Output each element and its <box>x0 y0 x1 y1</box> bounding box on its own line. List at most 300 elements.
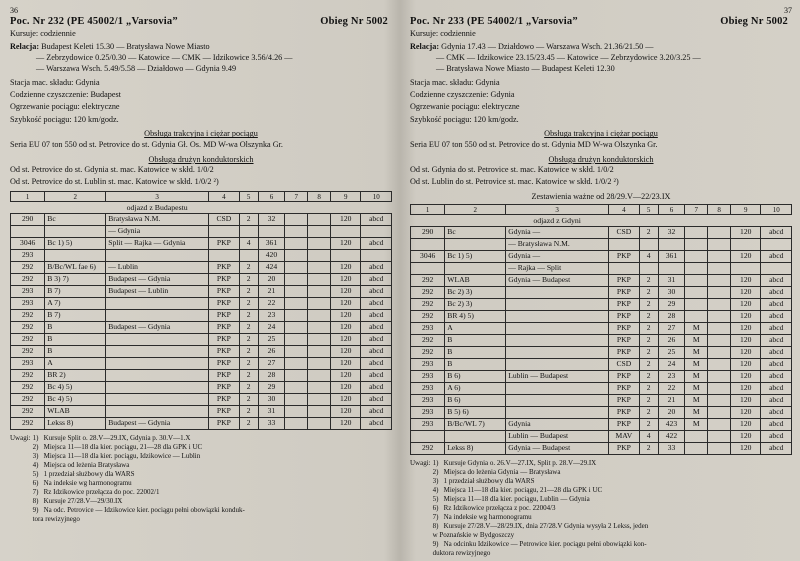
cell-c5: 2 <box>639 227 658 239</box>
cell-c2: B <box>445 359 506 371</box>
cell-c1: 292 <box>411 299 445 311</box>
colnum-1-right: 1 <box>411 205 445 215</box>
colnum-5-left: 5 <box>239 192 258 202</box>
cell-c8 <box>708 419 731 431</box>
note-text: w Poznańskie w Bydgoszczy <box>432 530 515 539</box>
column-number-row-right <box>411 205 792 215</box>
relation-block-right <box>410 41 792 74</box>
note-number: 9) <box>432 539 439 548</box>
crew-title-left: Obsługa drużyn konduktorskich <box>148 154 254 164</box>
cell-c7 <box>285 370 308 382</box>
colnum-9-right: 9 <box>731 205 761 215</box>
cell-c8 <box>708 395 731 407</box>
cell-c3: Budapest — Gdynia <box>106 418 209 430</box>
relation-line-2-left: — Warszawa Wsch. 5.49/5.58 — Działdowo — Gdynia 9.49 <box>36 64 237 74</box>
cell-c9: 120 <box>331 214 361 226</box>
cell-c2: B <box>445 347 506 359</box>
cell-c5: 2 <box>239 334 258 346</box>
table-row <box>411 407 792 419</box>
cell-c4: PKP <box>209 418 239 430</box>
note-number: 8) <box>432 521 439 530</box>
note-text: Miejsca do leżenia Gdynia — Bratysława <box>443 468 561 477</box>
cell-c4 <box>209 226 239 238</box>
cell-c7 <box>285 310 308 322</box>
cell-c2: B <box>445 335 506 347</box>
cell-c4 <box>609 239 639 251</box>
stock-line-2-left: Szybkość pociągu: 120 km/godz. <box>10 114 119 124</box>
cell-c8 <box>708 359 731 371</box>
cell-c1: 292 <box>411 311 445 323</box>
note-item <box>33 434 245 443</box>
cell-c2 <box>445 263 506 275</box>
notes-left <box>10 434 392 524</box>
cell-c7 <box>285 226 308 238</box>
cell-c5: 2 <box>239 382 258 394</box>
note-item <box>33 515 245 524</box>
cell-c3: — Lublin <box>106 262 209 274</box>
cell-c6: 21 <box>258 286 285 298</box>
cell-c5: 2 <box>239 394 258 406</box>
cell-c8 <box>308 262 331 274</box>
cell-c2: B 6) <box>445 371 506 383</box>
cell-c1: 293 <box>11 298 45 310</box>
cell-c1: 293 <box>11 250 45 262</box>
cell-c2: B 7) <box>45 286 106 298</box>
cell-c3 <box>506 407 609 419</box>
cell-c3 <box>106 370 209 382</box>
cell-c1: 293 <box>411 323 445 335</box>
cell-c1: 292 <box>11 262 45 274</box>
note-text: Miejsca 11—18 dla kier. pociągu, Lublin — Gdynia <box>443 495 590 504</box>
note-number: 3) <box>32 452 39 461</box>
table-row <box>11 286 392 298</box>
note-number: 6) <box>432 504 439 513</box>
cell-c1: 293 <box>411 383 445 395</box>
cell-c8 <box>308 358 331 370</box>
cell-c8 <box>308 250 331 262</box>
cell-c7 <box>685 311 708 323</box>
cell-c2: B <box>45 334 106 346</box>
cell-c6: 27 <box>258 358 285 370</box>
cell-c9: 120 <box>731 323 761 335</box>
note-text: tora rewizyjnego <box>32 514 80 523</box>
cell-c5: 2 <box>639 359 658 371</box>
cell-c7 <box>285 238 308 250</box>
cell-c9: 120 <box>331 406 361 418</box>
note-number: 3) <box>432 477 439 486</box>
cell-c10: abcd <box>361 298 392 310</box>
relation-label-right: Relacja: <box>410 42 440 52</box>
cell-c1: 292 <box>11 406 45 418</box>
cell-c1: 292 <box>11 394 45 406</box>
note-number: 2) <box>432 468 439 477</box>
note-number: 4) <box>32 461 39 470</box>
note-item <box>433 468 649 477</box>
cell-c6: 361 <box>258 238 285 250</box>
cell-c7 <box>285 346 308 358</box>
cell-c3 <box>506 335 609 347</box>
table-row <box>411 347 792 359</box>
cell-c10: abcd <box>761 407 792 419</box>
cell-c1: 292 <box>411 275 445 287</box>
cell-c7 <box>685 431 708 443</box>
cell-c4: PKP <box>609 299 639 311</box>
cell-c9: 120 <box>731 407 761 419</box>
cell-c5: 2 <box>239 310 258 322</box>
colnum-4-right: 4 <box>609 205 639 215</box>
colnum-8-right: 8 <box>708 205 731 215</box>
note-text: Miejsca od leżenia Bratysława <box>43 461 130 470</box>
table-row <box>411 371 792 383</box>
cell-c8 <box>308 382 331 394</box>
cell-c10: abcd <box>361 394 392 406</box>
cell-c9: 120 <box>731 443 761 455</box>
table-row <box>411 419 792 431</box>
note-number: 6) <box>32 479 39 488</box>
cell-c6: 361 <box>658 251 685 263</box>
cell-c9: 120 <box>731 395 761 407</box>
cell-c7: M <box>685 323 708 335</box>
cell-c1: 3046 <box>11 238 45 250</box>
cell-c3: Gdynia — Budapest <box>506 275 609 287</box>
cell-c4: PKP <box>209 298 239 310</box>
colnum-2-left: 2 <box>45 192 106 202</box>
cell-c7 <box>285 418 308 430</box>
cell-c10: abcd <box>361 382 392 394</box>
table-row <box>11 322 392 334</box>
cell-c8 <box>708 227 731 239</box>
stock-line-0-left: Codzienne czyszczenie: Budapest <box>10 89 121 99</box>
note-item <box>433 531 649 540</box>
note-item <box>33 443 245 452</box>
cell-c7 <box>285 394 308 406</box>
cell-c10: abcd <box>361 346 392 358</box>
relation-label-left: Relacja: <box>10 42 40 52</box>
cell-c3 <box>506 359 609 371</box>
cell-c10 <box>361 226 392 238</box>
cell-c3: — Rajka — Split <box>506 263 609 275</box>
cell-c1: 293 <box>411 407 445 419</box>
cell-c4: CSD <box>209 214 239 226</box>
cell-c7 <box>285 286 308 298</box>
cell-c1 <box>411 239 445 251</box>
cell-c10: abcd <box>761 311 792 323</box>
cell-c7 <box>685 239 708 251</box>
cell-c2: B <box>45 322 106 334</box>
column-number-row-left <box>11 192 392 202</box>
cell-c3 <box>106 334 209 346</box>
cell-c10: abcd <box>761 347 792 359</box>
table-row <box>11 346 392 358</box>
cell-c6: 24 <box>258 322 285 334</box>
cell-c5 <box>639 239 658 251</box>
cell-c6 <box>658 239 685 251</box>
note-item <box>33 488 245 497</box>
cell-c5: 2 <box>239 262 258 274</box>
cell-c8 <box>308 346 331 358</box>
cell-c4: PKP <box>609 323 639 335</box>
cell-c8 <box>708 347 731 359</box>
colnum-9-left: 9 <box>331 192 361 202</box>
cell-c5: 2 <box>239 418 258 430</box>
cell-c3: Gdynia — <box>506 251 609 263</box>
stock-title-left: Stacja mac. składu: Gdynia <box>10 77 100 87</box>
cell-c7 <box>685 227 708 239</box>
cell-c2: B/Bc/WL fae 6) <box>45 262 106 274</box>
note-number: 7) <box>32 488 39 497</box>
cell-c6 <box>258 226 285 238</box>
cell-c7: M <box>685 371 708 383</box>
cell-c7 <box>285 358 308 370</box>
cell-c1: 292 <box>411 443 445 455</box>
cell-c3 <box>506 311 609 323</box>
cell-c8 <box>308 370 331 382</box>
train-header-right <box>410 16 792 27</box>
cell-c3 <box>506 323 609 335</box>
table-row <box>411 227 792 239</box>
cell-c2: B 5) 6) <box>445 407 506 419</box>
cell-c1: 292 <box>411 335 445 347</box>
train-title-left: Poc. Nr 232 (PE 45002/1 „Varsovia” <box>10 16 178 27</box>
colnum-7-left: 7 <box>285 192 308 202</box>
cell-c3: — Bratysława N.M. <box>506 239 609 251</box>
cell-c6: 31 <box>658 275 685 287</box>
cell-c3 <box>106 394 209 406</box>
table-row <box>11 214 392 226</box>
cell-c8 <box>708 371 731 383</box>
cell-c6: 20 <box>658 407 685 419</box>
cell-c3: Lublin — Budapest <box>506 371 609 383</box>
table-row <box>411 335 792 347</box>
cell-c10: abcd <box>761 395 792 407</box>
relation-line-1-left: — Zebrzydowice 0.25/0.30 — Katowice — CMK — Idzikowice 3.56/4.26 — <box>36 53 293 63</box>
cell-c3: Gdynia <box>506 419 609 431</box>
cell-c4: PKP <box>609 275 639 287</box>
cell-c6: 32 <box>658 227 685 239</box>
table-row <box>411 359 792 371</box>
cell-c8 <box>308 238 331 250</box>
cell-c1: 292 <box>411 347 445 359</box>
cell-c4: PKP <box>609 347 639 359</box>
cell-c10 <box>761 239 792 251</box>
colnum-10-left: 10 <box>361 192 392 202</box>
cell-c3: Bratysława N.M. <box>106 214 209 226</box>
cell-c8 <box>308 274 331 286</box>
cell-c4: PKP <box>209 262 239 274</box>
note-item <box>33 506 245 515</box>
cell-c2 <box>45 250 106 262</box>
runs-line-left: Kursuje: codziennie <box>10 28 76 38</box>
cell-c10: abcd <box>361 358 392 370</box>
cell-c1: 292 <box>11 346 45 358</box>
cell-c3 <box>106 406 209 418</box>
cell-c2 <box>445 431 506 443</box>
cell-c8 <box>708 275 731 287</box>
note-number: 8) <box>32 496 39 505</box>
cell-c10: abcd <box>761 335 792 347</box>
cell-c6: 30 <box>658 287 685 299</box>
cell-c1: 292 <box>11 310 45 322</box>
table-row <box>411 251 792 263</box>
cell-c10: abcd <box>361 334 392 346</box>
cell-c9: 120 <box>331 286 361 298</box>
cell-c2: WLAB <box>45 406 106 418</box>
cell-c10: abcd <box>361 322 392 334</box>
cell-c5: 2 <box>639 311 658 323</box>
note-item <box>33 470 245 479</box>
cell-c8 <box>708 443 731 455</box>
cell-c2: B 7) <box>45 310 106 322</box>
cell-c10: abcd <box>761 227 792 239</box>
cell-c5: 2 <box>239 358 258 370</box>
cell-c9: 120 <box>731 227 761 239</box>
cell-c3 <box>106 358 209 370</box>
cell-c5: 2 <box>239 406 258 418</box>
stock-line-1-left: Ogrzewanie pociągu: elektryczne <box>10 102 120 112</box>
cell-c8 <box>708 323 731 335</box>
traction-title-right: Obsługa trakcyjna i ciężar pociągu <box>544 129 658 139</box>
cell-c9: 120 <box>331 322 361 334</box>
cell-c7 <box>285 334 308 346</box>
cell-c9: 120 <box>331 370 361 382</box>
cell-c5: 2 <box>239 298 258 310</box>
cell-c2: BR 4) 5) <box>445 311 506 323</box>
cell-c2: WLAB <box>445 275 506 287</box>
table-row <box>411 299 792 311</box>
cell-c4: PKP <box>609 383 639 395</box>
table-row <box>411 275 792 287</box>
cell-c3: Budapest — Lublin <box>106 286 209 298</box>
cell-c2: Bc 2) 3) <box>445 299 506 311</box>
cell-c5 <box>239 250 258 262</box>
cell-c10: abcd <box>361 406 392 418</box>
cell-c9: 120 <box>331 310 361 322</box>
cell-c5 <box>239 226 258 238</box>
folio-number-right: 37 <box>784 6 792 15</box>
table-row <box>411 383 792 395</box>
span-header-left: odjazd z Budapestu <box>126 203 188 213</box>
cell-c3 <box>106 310 209 322</box>
circuit-number-right: Obieg Nr 5002 <box>720 16 788 27</box>
cell-c3: Gdynia — <box>506 227 609 239</box>
note-text: 1 przedział służbowy dla WARS <box>443 477 535 486</box>
cell-c2: A <box>445 323 506 335</box>
cell-c1: 292 <box>11 334 45 346</box>
note-item <box>433 504 649 513</box>
cell-c6: 29 <box>658 299 685 311</box>
cell-c4: PKP <box>609 371 639 383</box>
stock-line-0-right: Codzienne czyszczenie: Gdynia <box>410 89 515 99</box>
cell-c7 <box>685 251 708 263</box>
cell-c6: 25 <box>258 334 285 346</box>
cell-c6: 420 <box>258 250 285 262</box>
cell-c7: M <box>685 359 708 371</box>
note-text: Miejsca 11—18 dla kier. pociągu, 21—28 dla GPK i UC <box>443 486 603 495</box>
cell-c9: 120 <box>731 287 761 299</box>
cell-c5: 2 <box>239 322 258 334</box>
table-row <box>11 298 392 310</box>
cell-c1: 290 <box>411 227 445 239</box>
notes-label-left: Uwagi: <box>10 434 31 443</box>
cell-c4 <box>609 263 639 275</box>
cell-c6: 26 <box>658 335 685 347</box>
cell-c7: M <box>685 383 708 395</box>
cell-c8 <box>308 286 331 298</box>
note-text: Kursuje Gdynia o. 26.V—27.IX, Split p. 28.V—29.IX <box>443 459 597 468</box>
table-body-right <box>411 227 792 455</box>
cell-c8 <box>308 226 331 238</box>
colnum-10-right: 10 <box>761 205 792 215</box>
circuit-number-left: Obieg Nr 5002 <box>320 16 388 27</box>
colnum-8-left: 8 <box>308 192 331 202</box>
note-item <box>33 461 245 470</box>
cell-c9: 120 <box>731 359 761 371</box>
cell-c7: M <box>685 395 708 407</box>
note-text: Kursuje Split o. 28.V—29.IX, Gdynia p. 30.V—1.X <box>43 434 191 443</box>
cell-c5: 2 <box>639 419 658 431</box>
cell-c5: 2 <box>639 395 658 407</box>
table-row <box>11 418 392 430</box>
cell-c6: 31 <box>258 406 285 418</box>
cell-c1: 293 <box>411 395 445 407</box>
cell-c10: abcd <box>361 238 392 250</box>
cell-c6: 20 <box>258 274 285 286</box>
cell-c9: 120 <box>331 274 361 286</box>
colnum-3-right: 3 <box>506 205 609 215</box>
note-text: Rz Idzikowice przełącza do poc. 22002/1 <box>43 488 160 497</box>
note-item <box>33 452 245 461</box>
note-text: Rz Idzikowice przełącza z poc. 22004/3 <box>443 504 556 513</box>
cell-c5: 2 <box>639 275 658 287</box>
cell-c4: PKP <box>209 394 239 406</box>
cell-c4: PKP <box>209 370 239 382</box>
table-row <box>11 406 392 418</box>
cell-c8 <box>308 214 331 226</box>
relation-line-0-left: Budapest Keleti 15.30 — Bratysława Nowe Miasto <box>41 42 210 52</box>
note-text: Na odcinku Idzikowice — Petrowice kier. pociągu pełni obowiązki kon- <box>443 539 647 548</box>
cell-c7 <box>285 214 308 226</box>
colnum-2-right: 2 <box>445 205 506 215</box>
cell-c9: 120 <box>731 335 761 347</box>
cell-c6: 22 <box>658 383 685 395</box>
cell-c1 <box>411 431 445 443</box>
cell-c7: M <box>685 335 708 347</box>
cell-c8 <box>308 406 331 418</box>
note-text: Miejsca 11—18 dla kier. pociągu, 21—28 dla GPK i UC <box>43 443 203 452</box>
cell-c1 <box>411 263 445 275</box>
note-item <box>433 477 649 486</box>
crew-line-1-right: Od st. Lublin do st. Petrovice st. mac. Katowice w skłd. 1/0/2 ²) <box>410 177 619 187</box>
cell-c9: 120 <box>331 382 361 394</box>
cell-c4: PKP <box>609 335 639 347</box>
notes-list-left <box>33 434 245 524</box>
validity-note-right: Zestawienia ważne od 28/29.V—22/23.IX <box>531 192 671 202</box>
cell-c1: 293 <box>411 419 445 431</box>
cell-c4: PKP <box>209 382 239 394</box>
cell-c4: PKP <box>209 286 239 298</box>
note-item <box>433 540 649 549</box>
cell-c5: 2 <box>639 287 658 299</box>
cell-c2: B 6) <box>445 395 506 407</box>
cell-c10: abcd <box>361 214 392 226</box>
span-header-right: odjazd z Gdyni <box>533 216 581 226</box>
table-row <box>411 239 792 251</box>
cell-c4: PKP <box>209 310 239 322</box>
cell-c4: PKP <box>209 274 239 286</box>
cell-c2: B 3) 7) <box>45 274 106 286</box>
cell-c9: 120 <box>731 251 761 263</box>
note-text: Na odc. Petrovice — Idzikowice kier. pociągu pełni obowiązki konduk- <box>43 505 245 514</box>
